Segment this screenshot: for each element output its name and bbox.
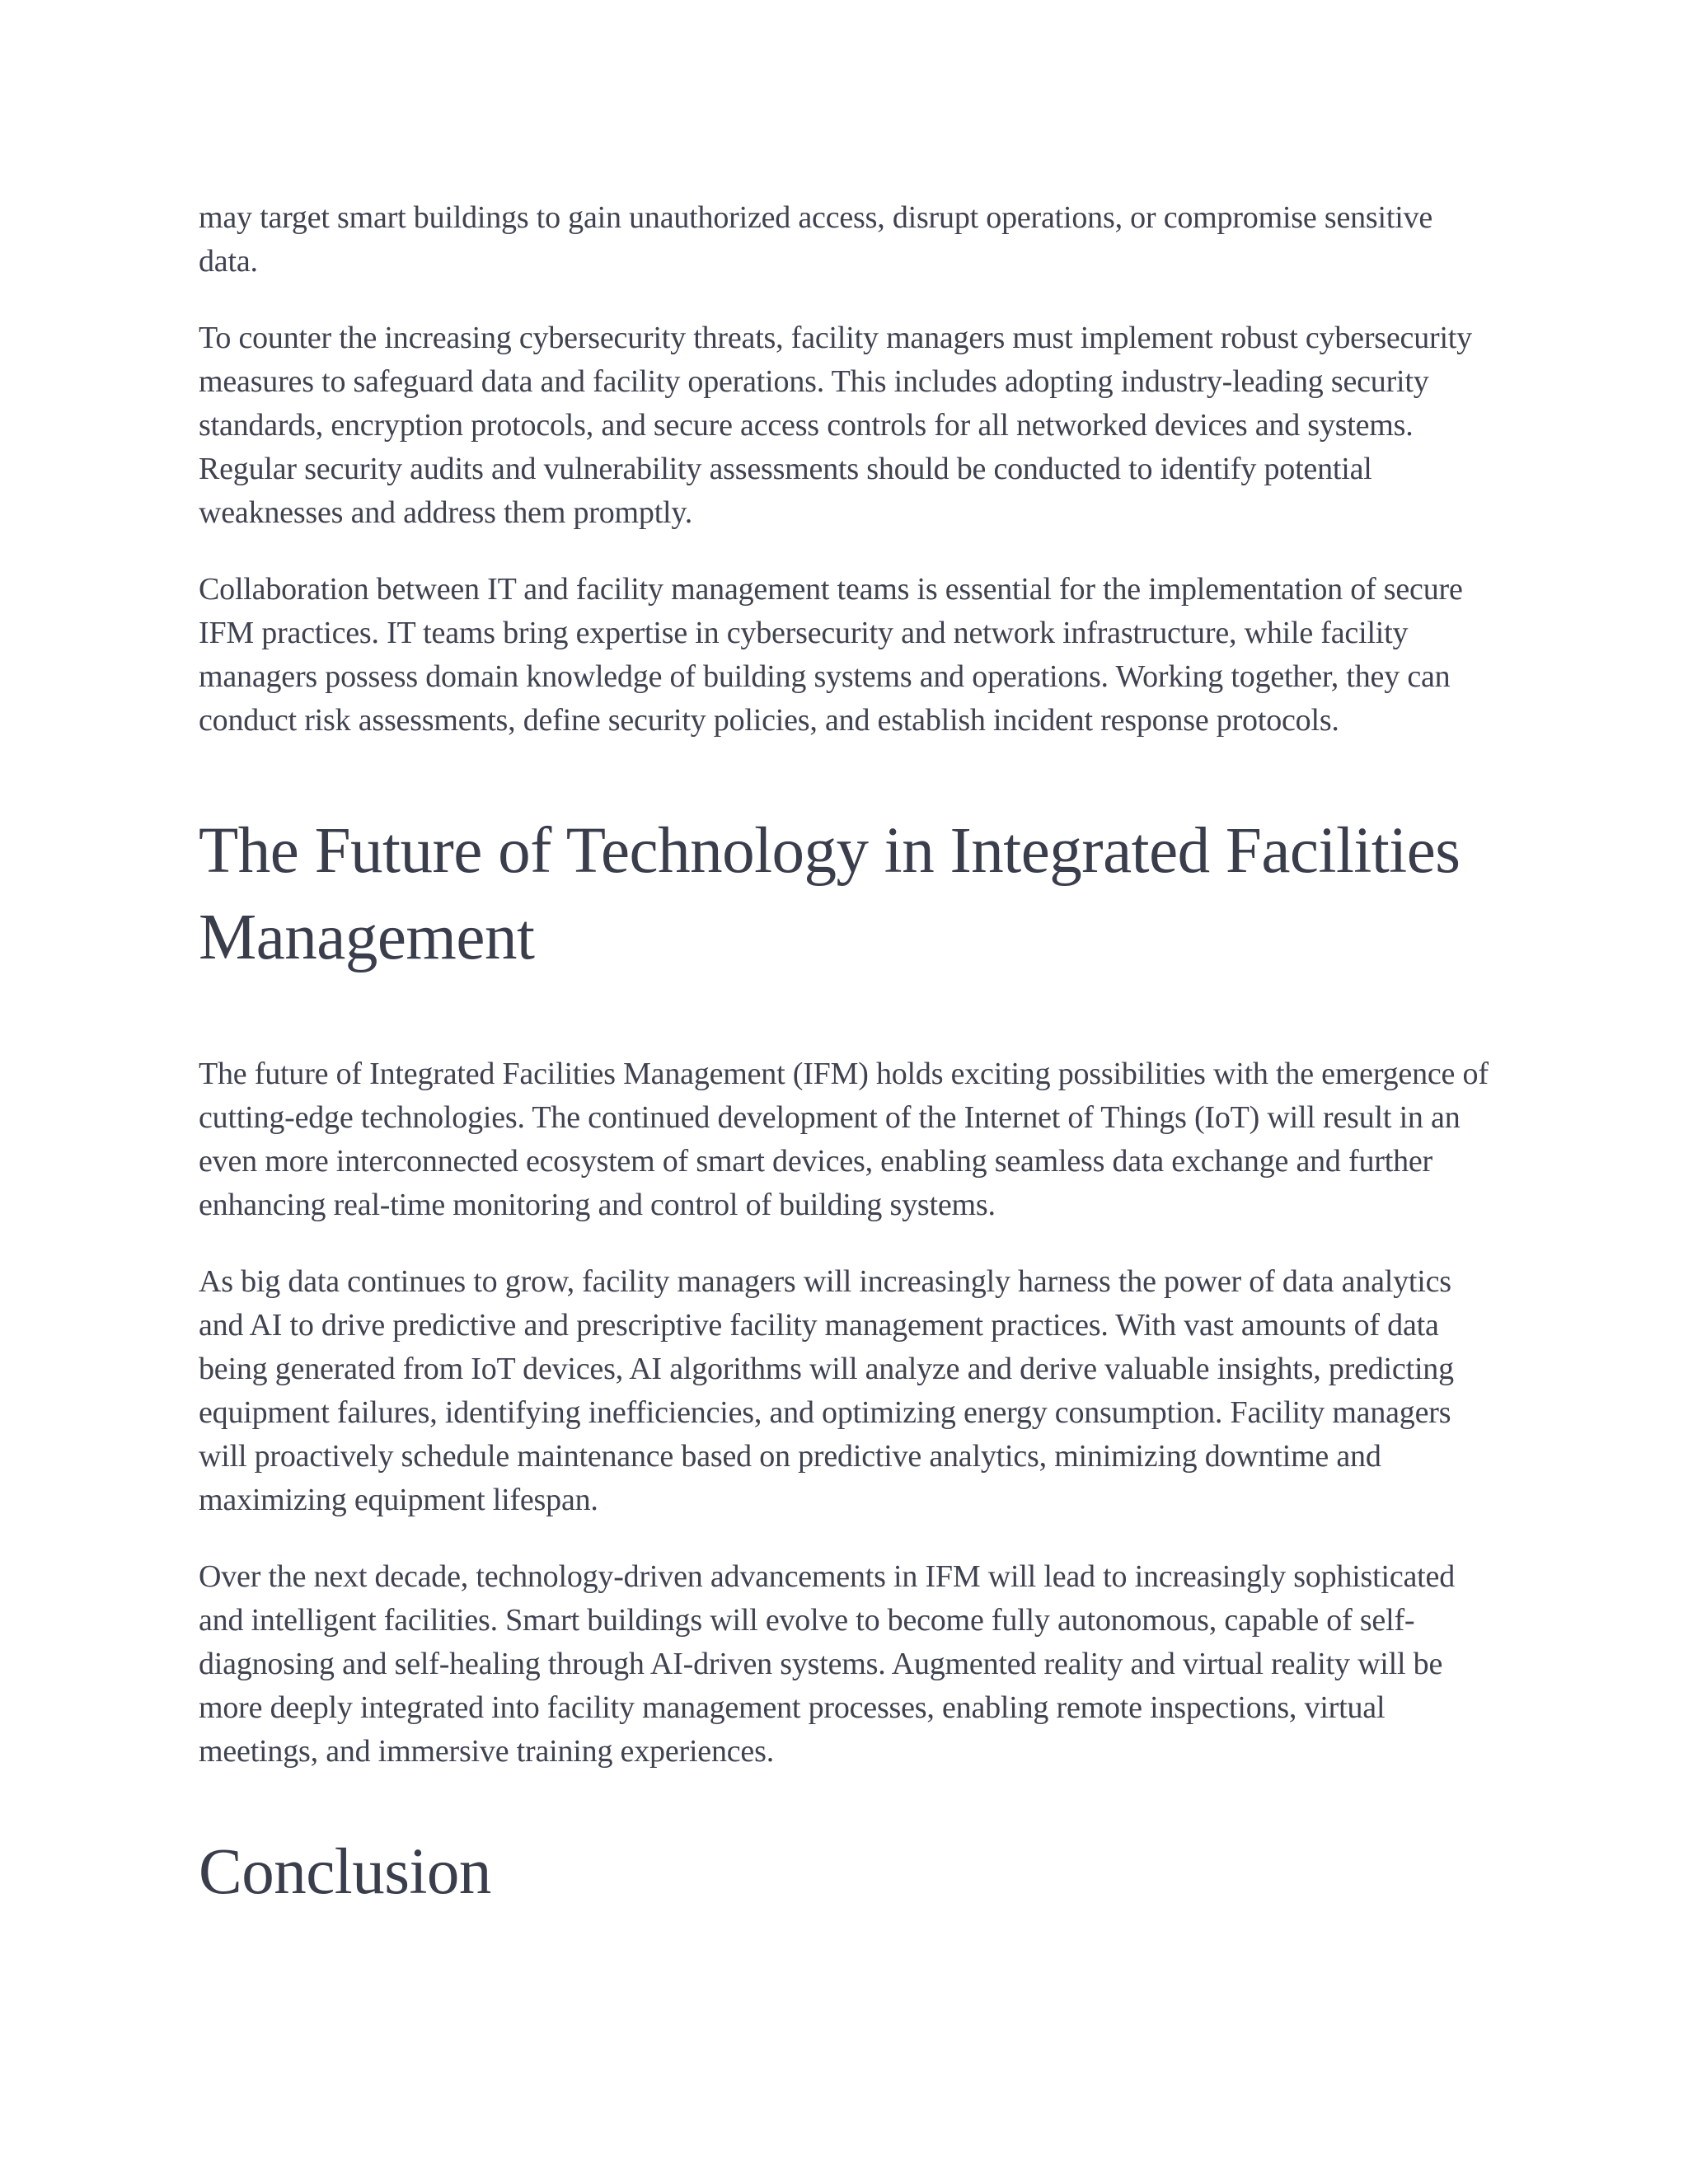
paragraph-it-collaboration: Collaboration between IT and facility management teams is essential for the implementation of secure IFM practices. IT teams bring expertise in cybersecurity and network infrastructure, while facility managers possess domain knowledge of building systems and operations. Working together, they can conduct risk assessments, define security policies, and establish incident response protocols. <box>199 572 1463 738</box>
paragraph-cyber-threats-continued: may target smart buildings to gain unauthorized access, disrupt operations, or compromise sensitive data. <box>199 200 1433 279</box>
paragraph-next-decade: Over the next decade, technology-driven advancements in IFM will lead to increasingly sophisticated and intelligent facilities. Smart buildings will evolve to become fully autonomous, capable of self-diagnosing and self-healing through AI-driven systems. Augmented reality and virtual reality will be more deeply integrated into facility management processes, enabling remote inspections, virtual meetings, and immersive training experiences. <box>199 1559 1456 1769</box>
paragraph-future-iot: The future of Integrated Facilities Management (IFM) holds exciting possibilities with the emergence of cutting-edge technologies. The continued development of the Internet of Things (IoT) will result in an even more interconnected ecosystem of smart devices, enabling seamless data exchange and further enhancing real-time monitoring and control of building systems. <box>199 1057 1489 1222</box>
paragraph-big-data-ai: As big data continues to grow, facility managers will increasingly harness the power of data analytics and AI to drive predictive and prescriptive facility management practices. With vast amounts of data being generated from IoT devices, AI algorithms will analyze and derive valuable insights, predicting equipment failures, identifying inefficiencies, and optimizing energy consumption. Facility managers will proactively schedule maintenance based on predictive analytics, minimizing downtime and maximizing equipment lifespan. <box>199 1264 1454 1517</box>
document-body <box>199 196 1493 1915</box>
paragraph-cybersecurity-measures: To counter the increasing cybersecurity threats, facility managers must implement robust cybersecurity measures to safeguard data and facility operations. This includes adopting industry-leading security standards, encryption protocols, and secure access controls for all networked devices and systems. Regular security audits and vulnerability assessments should be conducted to identify potential weaknesses and address them promptly. <box>199 321 1472 530</box>
heading-future-of-technology: The Future of Technology in Integrated Facilities Management <box>199 815 1461 973</box>
heading-conclusion: Conclusion <box>199 1836 491 1908</box>
